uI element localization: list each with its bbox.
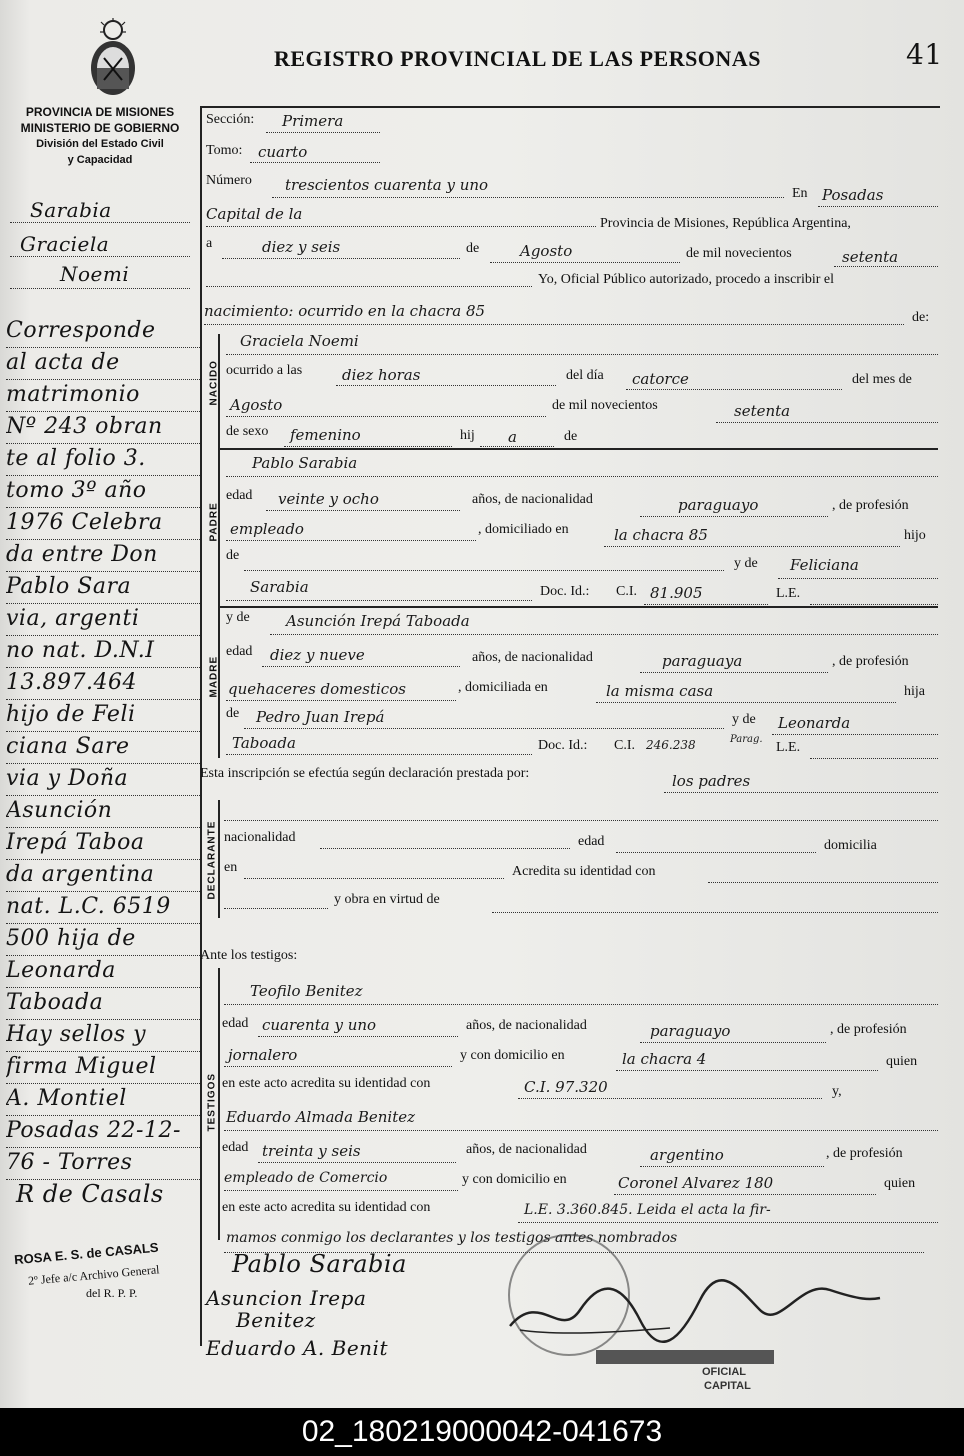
margin-note-line: da argentina: [6, 860, 200, 892]
mil-text: de mil novecientos: [686, 246, 792, 261]
t1-nombre: Teofilo Benitez: [250, 982, 363, 1000]
padre-doc-label: Doc. Id.:: [540, 584, 590, 599]
tomo-value: cuarto: [258, 143, 308, 161]
margin-note-line: Corresponde: [6, 316, 200, 348]
madre-yde2-label: y de: [732, 712, 756, 727]
t2-profesion: empleado de Comercio: [224, 1170, 388, 1186]
t1-quien-label: quien: [886, 1054, 918, 1069]
stamp-oficial: OFICIAL: [702, 1366, 746, 1378]
hij-label: hij: [460, 428, 475, 443]
de-label: de: [466, 241, 480, 256]
declaracion-text: Esta inscripción se efectúa según declaración prestada por:: [200, 766, 530, 781]
madre-nacionalidad: paraguaya: [662, 652, 743, 670]
padre-le-label: L.E.: [776, 586, 801, 601]
division-label: División del Estado Civil: [36, 138, 164, 150]
stamp-capital: CAPITAL: [704, 1380, 751, 1392]
margin-note-line: Posadas 22-12-: [6, 1116, 200, 1148]
madre-ci-label: C.I.: [614, 738, 635, 753]
margin-note-line: Hay sellos y: [6, 1020, 200, 1052]
sexo-value: femenino: [290, 426, 361, 444]
t2-profesion-label: , de profesión: [826, 1146, 903, 1161]
official-signature: [500, 1270, 890, 1350]
margin-note-line: te al folio 3.: [6, 444, 200, 476]
margin-note-line: Taboada: [6, 988, 200, 1020]
margin-note-line: Leonarda: [6, 956, 200, 988]
numero-label: Número: [206, 173, 252, 188]
madre-profesion-label: , de profesión: [832, 654, 909, 669]
madre-section-label: MADRE: [208, 655, 220, 698]
padre-profesion: empleado: [230, 520, 304, 538]
declaracion-value: los padres: [672, 772, 751, 790]
t2-domicilio-label: y con domicilio en: [462, 1172, 567, 1187]
madre-domicilio: la misma casa: [606, 682, 714, 700]
margin-nombre1: Graciela: [20, 232, 110, 256]
margin-note-line: no nat. D.N.I: [6, 636, 200, 668]
nacido-section-label: NACIDO: [208, 360, 220, 406]
stamp-bar: [596, 1350, 774, 1364]
madre-madre: Leonarda: [778, 714, 851, 732]
inscribir-value: nacimiento: ocurrido en la chacra 85: [204, 302, 486, 320]
t1-edad: cuarenta y uno: [262, 1016, 377, 1034]
t2-doc: L.E. 3.360.845. Leida el acta la fir-: [524, 1202, 771, 1218]
margin-note-line: matrimonio: [6, 380, 200, 412]
madre-domiciliada-label: , domiciliada en: [458, 680, 548, 695]
margin-note-line: Nº 243 obran: [6, 412, 200, 444]
declarante-bracket: [218, 800, 220, 918]
margin-note-line: via y Doña: [6, 764, 200, 796]
padre-edad-label: edad: [226, 488, 253, 503]
padre-domicilio: la chacra 85: [614, 526, 708, 544]
mes-value: Agosto: [520, 242, 573, 260]
numero-value: trescientos cuarenta y uno: [285, 176, 489, 194]
agency-block: [0, 104, 200, 168]
madre-le-label: L.E.: [776, 740, 801, 755]
margin-note-line: 76 - Torres: [6, 1148, 200, 1180]
margin-note-line: 1976 Celebra: [6, 508, 200, 540]
padre-de-label: de: [226, 548, 240, 563]
column-divider: [200, 106, 202, 1346]
firma-4: Eduardo A. Benit: [206, 1336, 388, 1360]
ante-testigos: Ante los testigos:: [200, 948, 298, 963]
page-number: 41: [906, 38, 943, 71]
declarante-domicilia-label: domicilia: [824, 838, 877, 853]
del-dia-label: del día: [566, 368, 604, 383]
hij-value: a: [508, 428, 517, 446]
padre-edad: veinte y ocho: [278, 490, 379, 508]
declarante-acredita-label: Acredita su identidad con: [512, 864, 656, 879]
t1-profesion-label: , de profesión: [830, 1022, 907, 1037]
margin-note-line: da entre Don: [6, 540, 200, 572]
de2-label: de: [564, 429, 578, 444]
madre-hija-label: hija: [904, 684, 925, 699]
ministry-label: MINISTERIO DE GOBIERNO: [20, 121, 180, 135]
padre-hijo-label: hijo: [904, 528, 926, 543]
madre-edad: diez y nueve: [270, 646, 365, 664]
t1-domicilio-label: y con domicilio en: [460, 1048, 565, 1063]
en-value: Posadas: [822, 186, 884, 204]
mil-nov-label: de mil novecientos: [552, 398, 658, 413]
oficial-text: Yo, Oficial Público autorizado, procedo a inscribir el: [538, 272, 835, 287]
madre-edad-label: edad: [226, 644, 253, 659]
t2-edad-label: edad: [222, 1140, 249, 1155]
padre-section-label: PADRE: [208, 502, 220, 542]
a-label: a: [206, 236, 213, 251]
madre-doc-label: Doc. Id.:: [538, 738, 588, 753]
document-title: REGISTRO PROVINCIAL DE LAS PERSONAS: [274, 46, 761, 71]
declarante-edad-label: edad: [578, 834, 605, 849]
margin-nombre2: Noemi: [60, 262, 130, 286]
coat-of-arms-icon: [80, 18, 146, 100]
margin-note-line: 500 hija de: [6, 924, 200, 956]
footer-id: 02_180219000042-041673: [0, 1408, 964, 1456]
sexo-label: de sexo: [226, 424, 269, 439]
madre-de-label: de: [226, 706, 240, 721]
firma-3: Benitez: [236, 1308, 316, 1332]
padre-ci-label: C.I.: [616, 584, 637, 599]
declarante-section-label: DECLARANTE: [206, 820, 218, 900]
declarante-nacionalidad-label: nacionalidad: [224, 830, 296, 845]
seccion-label: Sección:: [206, 112, 255, 127]
margin-note-line: firma Miguel: [6, 1052, 200, 1084]
margin-note-line: Irepá Taboa: [6, 828, 200, 860]
anio-value: setenta: [842, 248, 899, 266]
firma-1: Pablo Sarabia: [232, 1250, 407, 1278]
t2-quien-label: quien: [884, 1176, 916, 1191]
seccion-value: Primera: [282, 112, 344, 130]
dia-nac-value: catorce: [632, 370, 689, 388]
madre-nombre: Asunción Irepá Taboada: [286, 612, 470, 630]
hora-value: diez horas: [342, 366, 421, 384]
rosa-stamp: ROSA E. S. de CASALS: [13, 1239, 160, 1268]
margin-note-line: via, argenti: [6, 604, 200, 636]
madre-anos-label: años, de nacionalidad: [472, 650, 593, 665]
testigos-bracket: [218, 968, 220, 1240]
ocurrido-label: ocurrido a las: [226, 363, 303, 378]
t2-nacionalidad: argentino: [650, 1146, 724, 1164]
margin-signature: R de Casals: [16, 1180, 164, 1208]
madre-rule: [218, 606, 938, 608]
t1-domicilio: la chacra 4: [622, 1050, 707, 1068]
madre-ci: 246.238: [646, 738, 696, 752]
padre-domiciliado-label: , domiciliado en: [478, 522, 569, 537]
margin-note-line: tomo 3º año: [6, 476, 200, 508]
padre-madre-value: Feliciana: [790, 556, 859, 574]
t2-domicilio: Coronel Alvarez 180: [618, 1174, 774, 1192]
top-rule: [200, 106, 940, 108]
province-label: PROVINCIA DE MISIONES: [25, 105, 175, 119]
padre-anos-label: años, de nacionalidad: [472, 492, 593, 507]
margin-note-line: hijo de Feli: [6, 700, 200, 732]
padre-ci: 81.905: [650, 584, 703, 602]
t2-nombre: Eduardo Almada Benitez: [226, 1108, 416, 1126]
padre-apellido-madre: Sarabia: [250, 578, 309, 596]
del-mes-label: del mes de: [852, 372, 912, 387]
cierre-value: mamos conmigo los declarantes y los testigos antes nombrados: [226, 1230, 678, 1246]
margin-note-line: A. Montiel: [6, 1084, 200, 1116]
margin-note-line: Asunción: [6, 796, 200, 828]
firma-2: Asuncion Irepa: [206, 1286, 367, 1310]
margin-note: [6, 316, 200, 1180]
madre-ci-note: Parag.: [730, 734, 763, 745]
provincia-text: Provincia de Misiones, República Argentina,: [600, 216, 851, 231]
t1-profesion: jornalero: [228, 1046, 298, 1064]
anio-nac-value: setenta: [734, 402, 791, 420]
madre-profesion: quehaceres domesticos: [228, 680, 406, 698]
margin-note-line: 13.897.464: [6, 668, 200, 700]
padre-yde-label: y de: [734, 556, 758, 571]
t1-edad-label: edad: [222, 1016, 249, 1031]
jefa-stamp: 2º Jefe a/c Archivo General: [27, 1262, 160, 1288]
padre-rule: [218, 448, 938, 450]
margin-note-line: ciana Sare: [6, 732, 200, 764]
margin-note-line: nat. L.C. 6519: [6, 892, 200, 924]
capital-value: Capital de la: [206, 205, 303, 223]
mes-nac-value: Agosto: [230, 396, 283, 414]
de-colon: de:: [912, 310, 930, 325]
madre-apellido: Taboada: [232, 734, 296, 752]
declarante-obra-label: y obra en virtud de: [334, 892, 440, 907]
t2-acredita-label: en este acto acredita su identidad con: [222, 1200, 431, 1215]
margin-note-line: al acta de: [6, 348, 200, 380]
dia-value: diez y seis: [262, 238, 341, 256]
t2-anos-label: años, de nacionalidad: [466, 1142, 587, 1157]
t1-acredita-label: en este acto acredita su identidad con: [222, 1076, 431, 1091]
testigos-section-label: TESTIGOS: [206, 1072, 218, 1132]
tomo-label: Tomo:: [206, 143, 243, 158]
en-label: En: [792, 186, 808, 201]
declarante-en-label: en: [224, 860, 238, 875]
nacido-nombre: Graciela Noemi: [240, 332, 359, 350]
t1-anos-label: años, de nacionalidad: [466, 1018, 587, 1033]
madre-yde-label: y de: [226, 610, 250, 625]
division-label-2: y Capacidad: [67, 154, 133, 166]
t2-edad: treinta y seis: [262, 1142, 361, 1160]
margin-apellido: Sarabia: [30, 198, 112, 222]
t1-nacionalidad: paraguayo: [650, 1022, 731, 1040]
rpp-stamp: del R. P. P.: [86, 1286, 138, 1300]
margin-note-line: Pablo Sara: [6, 572, 200, 604]
t1-doc: C.I. 97.320: [524, 1078, 608, 1096]
padre-profesion-label: , de profesión: [832, 498, 909, 513]
t1-y-label: y,: [832, 1084, 842, 1099]
madre-padre: Pedro Juan Irepá: [256, 708, 385, 726]
padre-nacionalidad: paraguayo: [678, 496, 759, 514]
padre-nombre: Pablo Sarabia: [252, 454, 358, 472]
